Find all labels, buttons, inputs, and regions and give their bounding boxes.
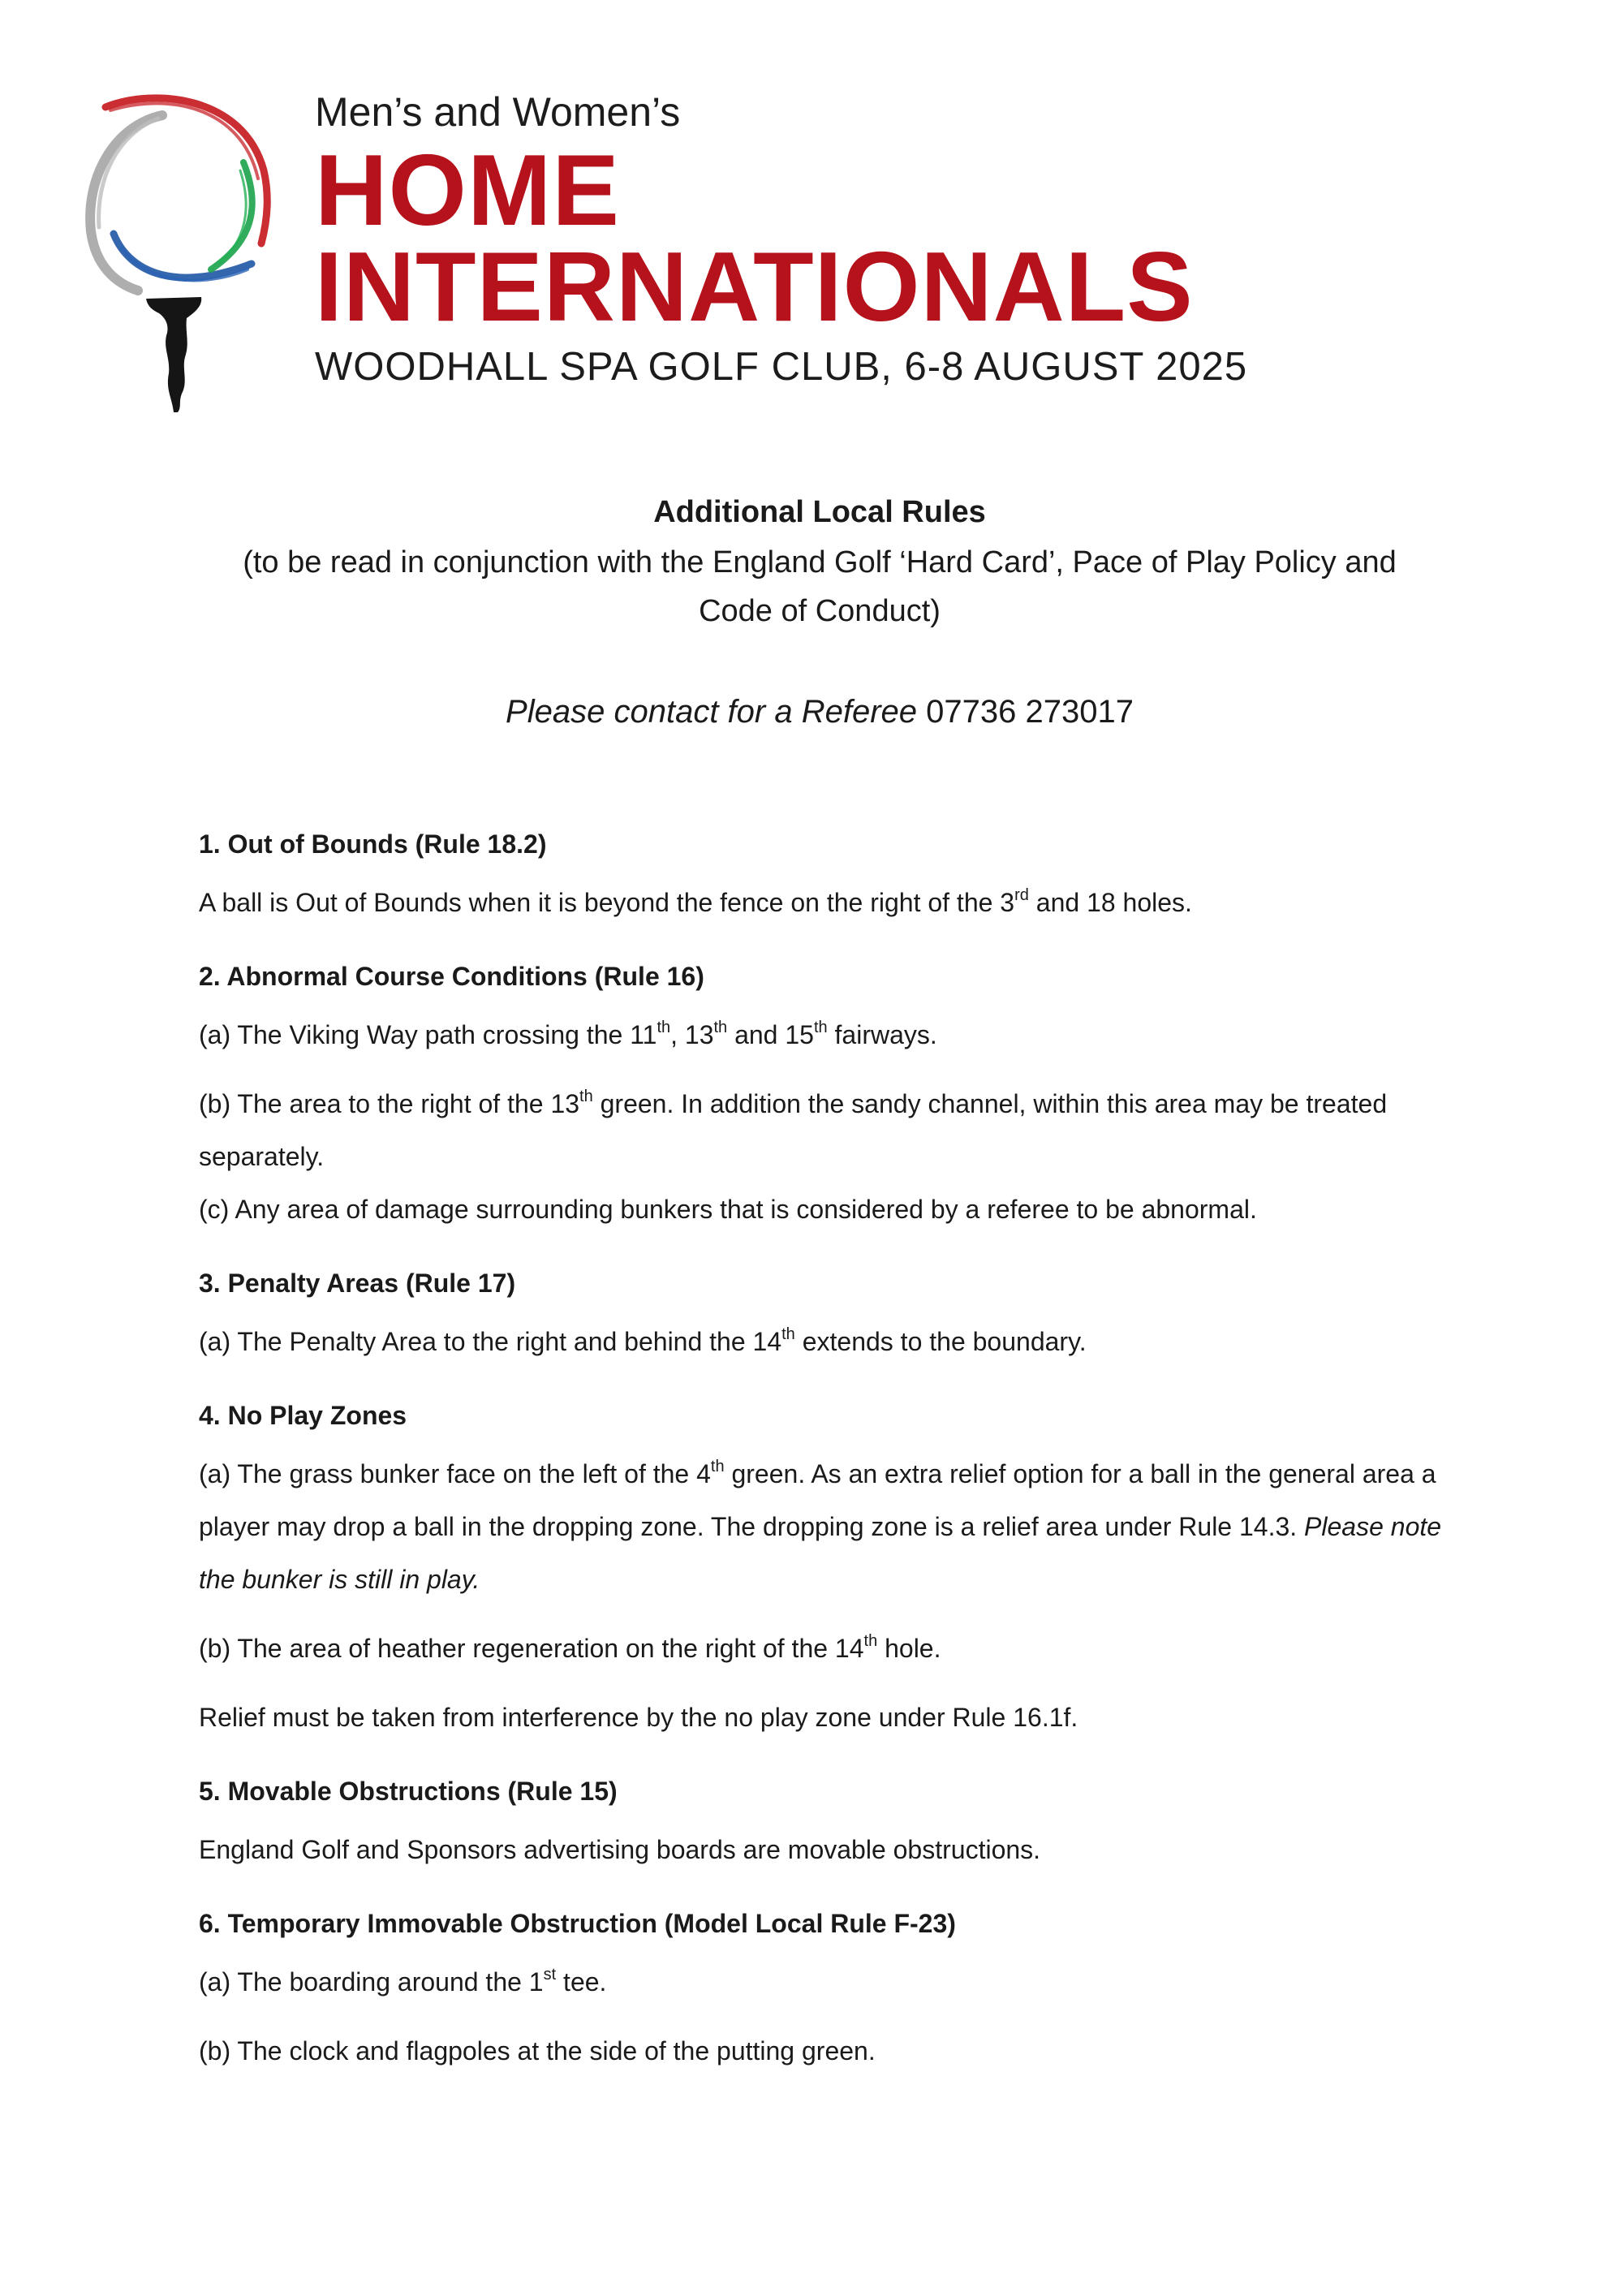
rule-paragraph: (a) The Viking Way path crossing the 11th, 13th and 15th fairways. [199,1019,937,1049]
rule-section [199,1267,1465,1368]
rule-heading: 5. Movable Obstructions (Rule 15) [199,1777,618,1806]
brand-venue-dates: WOODHALL SPA GOLF CLUB, 6-8 AUGUST 2025 [315,345,1248,389]
golf-ball-on-tee-icon [81,89,284,414]
rule-heading: 2. Abnormal Course Conditions (Rule 16) [199,962,704,991]
rule-section [199,1775,1465,1876]
local-rules-list [199,828,1465,2078]
referee-prompt: Please contact for a Referee [506,694,917,730]
rule-heading: 4. No Play Zones [199,1401,407,1430]
rule-paragraph: (c) Any area of damage surrounding bunkers that is considered by a referee to be abnormal. [199,1195,1257,1224]
event-brand [315,88,1247,390]
rule-paragraph: (a) The Penalty Area to the right and behind the 14th extends to the boundary. [199,1325,1087,1356]
bunker-in-play-note: Please note the bunker is still in play. [199,1512,1442,1594]
rule-heading: 6. Temporary Immovable Obstruction (Model Local Rule F-23) [199,1909,956,1938]
document-title-block [0,491,1623,733]
rule-heading: 3. Penalty Areas (Rule 17) [199,1269,516,1298]
rule-heading: 1. Out of Bounds (Rule 18.2) [199,829,547,859]
rule-paragraph: (a) The boarding around the 1st tee. [199,1966,607,1997]
brand-subtitle: Men’s and Women’s [315,89,681,135]
rule-paragraph: (b) The clock and flagpoles at the side of the putting green. [199,2036,876,2066]
rule-paragraph: (b) The area to the right of the 13th green. In addition the sandy channel, within this area may be treated separately. [199,1088,1388,1171]
rule-section [199,1907,1465,2078]
rule-section [199,1399,1465,1744]
referee-contact [0,691,1623,733]
rule-section [199,960,1465,1236]
brand-title-internationals: INTERNATIONALS [315,231,1194,342]
logo-graphic [81,89,284,414]
brand-title-home: HOME [315,135,620,247]
rule-section [199,828,1465,929]
rule-paragraph: (b) The area of heather regeneration on the right of the 14th hole. [199,1632,941,1663]
rule-paragraph: A ball is Out of Bounds when it is beyond the fence on the right of the 3rd and 18 holes. [199,886,1192,917]
rule-paragraph: England Golf and Sponsors advertising boards are movable obstructions. [199,1835,1041,1864]
rule-paragraph: Relief must be taken from interference by the no play zone under Rule 16.1f. [199,1703,1078,1732]
document-subtitle: (to be read in conjunction with the England Golf ‘Hard Card’, Pace of Play Policy and Code of Conduct) [243,545,1397,628]
rule-paragraph: (a) The grass bunker face on the left of the 4th green. As an extra relief option for a ball in the general area a player may drop a ball in the dropping zone. The dropping zone is a relief area under Rule 14.3. Please note the bunker is still in play. [199,1458,1442,1594]
referee-phone[interactable]: 07736 273017 [926,694,1134,730]
document-title: Additional Local Rules [653,495,986,529]
